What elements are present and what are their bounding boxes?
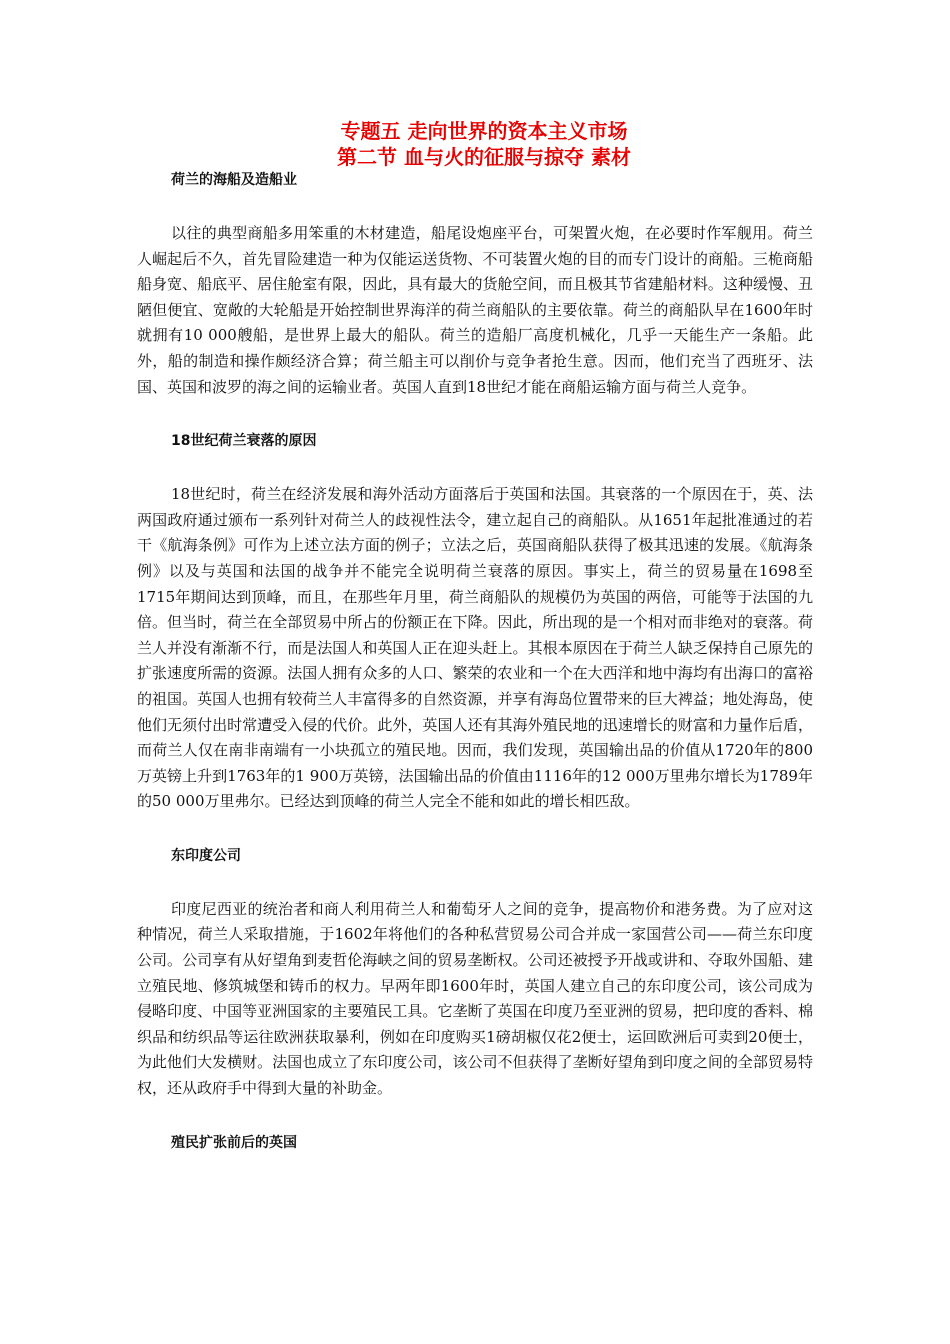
section-body-east-india-company: 印度尼西亚的统治者和商人利用荷兰人和葡萄牙人之间的竞争，提高物价和港务费。为了应对这种情况，荷兰人采取措施，于1602年将他们的各种私营贸易公司合并成一家国营公司——荷兰东印度公司。公司享有从好望角到麦哲伦海峡之间的贸易垄断权。公司还被授予开战或讲和、夺取外国船、建立殖民地、修筑城堡和铸币的权力。早两年即1600年时，英国人建立自己的东印度公司，该公司成为侵略印度、中国等亚洲国家的主要殖民工具。它垄断了英国在印度乃至亚洲的贸易，把印度的香料、棉织品和纺织品等运往欧洲获取暴利，例如在印度购买1磅胡椒仅花2便士，运回欧洲后可卖到20便士，为此他们大发横财。法国也成立了东印度公司，该公司不但获得了垄断好望角到印度之间的全部贸易特权，还从政府手中得到大量的补助金。 bbox=[137, 899, 813, 1098]
section-body-dutch-decline: 18世纪时，荷兰在经济发展和海外活动方面落后于英国和法国。其衰落的一个原因在于，英、法两国政府通过颁布一系列针对荷兰人的歧视性法令，建立起自己的商船队。从1651年起批准通过的若干《航海条例》可作为上述立法方面的例子；立法之后，英国商船队获得了极其迅速的发展。《航海条例》以及与英国和法国的战争并不能完全说明荷兰衰落的原因。事实上，荷兰的贸易量在1698至1715年期间达到顶峰，而且，在那些年月里，荷兰商船队的规模仍为英国的两倍，可能等于法国的九倍。但当时，荷兰在全部贸易中所占的份额正在下降。因此，所出现的是一个相对而非绝对的衰落。荷兰人并没有渐渐不行，而是法国人和英国人正在迎头赶上。其根本原因在于荷兰人缺乏保持自己原先的扩张速度所需的资源。法国人拥有众多的人口、繁荣的农业和一个在大西洋和地中海均有出海口的富裕的祖国。英国人也拥有较荷兰人丰富得多的自然资源，并享有海岛位置带来的巨大裨益；地处海岛，使他们无须付出时常遭受入侵的代价。此外，英国人还有其海外殖民地的迅速增长的财富和力量作后盾，而荷兰人仅在南非南端有一小块孤立的殖民地。因而，我们发现，英国输出品的价值从1720年的800万英镑上升到1763年的1 900万英镑，法国输出品的价值由1116年的12 000万里弗尔增长为1789年的50 000万里弗尔。已经达到顶峰的荷兰人完全不能和如此的增长相匹敌。 bbox=[137, 485, 813, 811]
title-line-2: 第二节 血与火的征服与掠夺 素材 bbox=[337, 145, 631, 169]
section-heading-dutch-decline: 18世纪荷兰衰落的原因 bbox=[171, 433, 317, 450]
title-line-1: 专题五 走向世界的资本主义市场 bbox=[340, 119, 628, 143]
document-page bbox=[137, 118, 813, 1153]
section-body-dutch-ships: 以往的典型商船多用笨重的木材建造，船尾设炮座平台，可架置火炮，在必要时作军舰用。荷兰人崛起后不久，首先冒险建造一种为仅能运送货物、不可装置火炮的目的而专门设计的商船。三桅商船船身宽、船底平、居住舱室有限，因此，具有最大的货舱空间，而且极其节省建船材料。这种缓慢、丑陋但便宜、宽敞的大轮船是开始控制世界海洋的荷兰商船队的主要依靠。荷兰的商船队早在1600年时就拥有10 000艘船，是世界上最大的船队。荷兰的造船厂高度机械化，几乎一天能生产一条船。此外，船的制造和操作颇经济合算；荷兰船主可以削价与竞争者抢生意。因而，他们充当了西班牙、法国、英国和波罗的海之间的运输业者。英国人直到18世纪才能在商船运输方面与荷兰人竞争。 bbox=[137, 224, 813, 396]
section-heading-britain-colonial: 殖民扩张前后的英国 bbox=[171, 1134, 297, 1151]
section-heading-dutch-ships: 荷兰的海船及造船业 bbox=[171, 172, 297, 188]
document-title bbox=[137, 118, 813, 170]
section-heading-east-india-company: 东印度公司 bbox=[171, 847, 241, 864]
